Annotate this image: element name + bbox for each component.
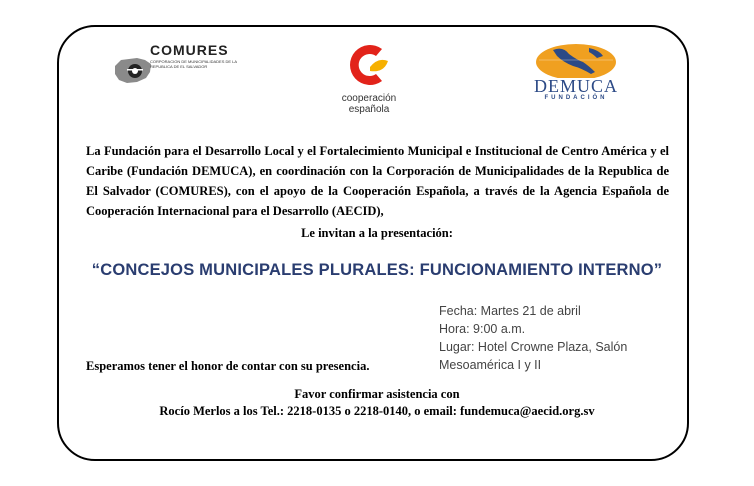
- event-place-room: Mesoamérica I y II: [439, 358, 542, 372]
- comures-name: COMURES: [150, 42, 229, 58]
- cooperacion-logo: [336, 37, 402, 119]
- comures-logo: [113, 42, 248, 87]
- demuca-name: DEMUCA: [533, 76, 618, 96]
- cooperacion-line2: española: [348, 104, 390, 115]
- rsvp-line1: Favor confirmar asistencia con: [294, 387, 460, 401]
- event-details: [439, 302, 649, 374]
- demuca-logo: [525, 42, 627, 102]
- closing-line: Esperamos tener el honor de contar con su presencia.: [86, 359, 370, 373]
- rsvp-block: [0, 386, 754, 420]
- cooperacion-emblem-icon: [344, 37, 394, 93]
- event-time: Hora: 9:00 a.m.: [439, 322, 526, 336]
- rsvp-contact: Rocío Merlos a los Tel.: 2218-0135 o 2218-0140, o email: fundemuca@aecid.org.sv: [159, 404, 595, 418]
- cooperacion-line1: cooperación: [341, 93, 397, 104]
- el-salvador-map-icon: [113, 56, 153, 86]
- globe-icon: [533, 42, 619, 78]
- event-title: “CONCEJOS MUNICIPALES PLURALES: FUNCIONAMIENTO INTERNO”: [91, 261, 663, 279]
- demuca-foundation: FUNDACIÓN: [544, 95, 608, 101]
- comures-subtitle: CORPORACION DE MUNICIPALIDADES DE LA REPUBLICA DE EL SALVADOR: [150, 59, 237, 69]
- event-date: Fecha: Martes 21 de abril: [439, 304, 581, 318]
- event-place: Lugar: Hotel Crowne Plaza, Salón: [439, 340, 628, 354]
- invite-line: Le invitan a la presentación:: [301, 226, 453, 240]
- intro-paragraph: La Fundación para el Desarrollo Local y el Fortalecimiento Municipal e Institucional de Centro América y el Caribe (Fundación DEMUCA), en coordinación con la Corporación de Municipalidades de la Republica de El Salvador (COMURES), con el apoyo de la Cooperación Española, a través de la Agencia Española de Cooperación Internacional para el Desarrollo (AECID),: [86, 144, 669, 218]
